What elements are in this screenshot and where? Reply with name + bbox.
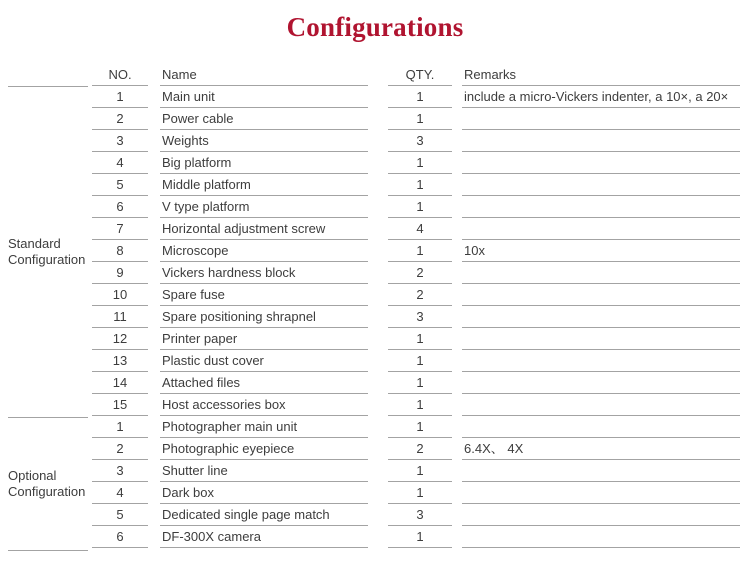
row-name-cell: Horizontal adjustment screw	[160, 218, 368, 240]
table-row	[92, 240, 740, 262]
row-remarks-cell	[462, 350, 740, 372]
row-remarks-cell	[462, 262, 740, 284]
table-row	[92, 350, 740, 372]
row-qty-cell: 2	[388, 262, 452, 284]
row-no-cell: 4	[92, 482, 148, 504]
row-qty-cell: 3	[388, 130, 452, 152]
row-name-cell: Power cable	[160, 108, 368, 130]
table-row	[92, 416, 740, 438]
row-name-cell: Photographer main unit	[160, 416, 368, 438]
row-remarks-cell	[462, 152, 740, 174]
row-name-cell: Big platform	[160, 152, 368, 174]
section-block-optional	[8, 418, 88, 551]
page-title: Configurations	[286, 12, 464, 42]
row-remarks-cell	[462, 372, 740, 394]
table-row	[92, 526, 740, 548]
row-name-cell: Shutter line	[160, 460, 368, 482]
row-no-cell: 9	[92, 262, 148, 284]
row-qty-cell: 1	[388, 108, 452, 130]
header-remarks: Remarks	[462, 64, 740, 86]
row-remarks-cell	[462, 526, 740, 548]
row-no-cell: 15	[92, 394, 148, 416]
row-no-cell: 5	[92, 174, 148, 196]
row-qty-cell: 4	[388, 218, 452, 240]
row-no-cell: 1	[92, 416, 148, 438]
table-row	[92, 218, 740, 240]
table-row	[92, 108, 740, 130]
row-qty-cell: 3	[388, 504, 452, 526]
row-no-cell: 13	[92, 350, 148, 372]
row-no-cell: 6	[92, 196, 148, 218]
row-remarks-cell: 10x	[462, 240, 740, 262]
row-qty-cell: 1	[388, 240, 452, 262]
row-qty-cell: 1	[388, 350, 452, 372]
row-no-cell: 5	[92, 504, 148, 526]
table-row	[92, 86, 740, 108]
table-row	[92, 328, 740, 350]
row-remarks-cell	[462, 108, 740, 130]
row-qty-cell: 2	[388, 438, 452, 460]
row-name-cell: Attached files	[160, 372, 368, 394]
row-qty-cell: 1	[388, 174, 452, 196]
row-remarks-cell	[462, 504, 740, 526]
row-name-cell: DF-300X camera	[160, 526, 368, 548]
header-qty: QTY.	[388, 64, 452, 86]
table-row	[92, 460, 740, 482]
row-remarks-cell	[462, 394, 740, 416]
header-name: Name	[160, 64, 368, 86]
table-rows	[92, 86, 740, 548]
row-qty-cell: 1	[388, 482, 452, 504]
header-no: NO.	[92, 64, 148, 86]
row-remarks-cell	[462, 196, 740, 218]
row-no-cell: 6	[92, 526, 148, 548]
row-name-cell: Microscope	[160, 240, 368, 262]
table-row	[92, 306, 740, 328]
row-remarks-cell: include a micro-Vickers indenter, a 10×, a 20×	[462, 86, 740, 108]
table-row	[92, 394, 740, 416]
row-no-cell: 8	[92, 240, 148, 262]
document-page	[0, 12, 750, 588]
row-qty-cell: 1	[388, 196, 452, 218]
section-column-header-spacer	[8, 64, 88, 87]
row-name-cell: Spare fuse	[160, 284, 368, 306]
row-name-cell: Spare positioning shrapnel	[160, 306, 368, 328]
row-name-cell: Main unit	[160, 86, 368, 108]
row-name-cell: Plastic dust cover	[160, 350, 368, 372]
section-block-standard	[8, 87, 88, 418]
row-remarks-cell	[462, 284, 740, 306]
row-remarks-cell	[462, 328, 740, 350]
table-body	[92, 64, 740, 551]
table-row	[92, 174, 740, 196]
table-row	[92, 262, 740, 284]
row-qty-cell: 1	[388, 460, 452, 482]
row-name-cell: Dark box	[160, 482, 368, 504]
row-remarks-cell	[462, 416, 740, 438]
row-name-cell: Host accessories box	[160, 394, 368, 416]
row-qty-cell: 1	[388, 526, 452, 548]
row-name-cell: Middle platform	[160, 174, 368, 196]
row-name-cell: Weights	[160, 130, 368, 152]
row-remarks-cell	[462, 306, 740, 328]
table-row	[92, 284, 740, 306]
row-qty-cell: 1	[388, 328, 452, 350]
row-no-cell: 11	[92, 306, 148, 328]
row-remarks-cell	[462, 130, 740, 152]
row-remarks-cell	[462, 174, 740, 196]
table-row	[92, 130, 740, 152]
row-remarks-cell: 6.4X、 4X	[462, 438, 740, 460]
row-qty-cell: 1	[388, 394, 452, 416]
row-qty-cell: 3	[388, 306, 452, 328]
row-qty-cell: 1	[388, 372, 452, 394]
row-name-cell: V type platform	[160, 196, 368, 218]
row-no-cell: 4	[92, 152, 148, 174]
row-name-cell: Vickers hardness block	[160, 262, 368, 284]
row-remarks-cell	[462, 218, 740, 240]
row-no-cell: 1	[92, 86, 148, 108]
row-remarks-cell	[462, 482, 740, 504]
row-qty-cell: 1	[388, 86, 452, 108]
row-qty-cell: 2	[388, 284, 452, 306]
row-qty-cell: 1	[388, 416, 452, 438]
table-row	[92, 152, 740, 174]
row-no-cell: 10	[92, 284, 148, 306]
row-name-cell: Dedicated single page match	[160, 504, 368, 526]
row-no-cell: 2	[92, 108, 148, 130]
row-no-cell: 7	[92, 218, 148, 240]
table-header-row	[92, 64, 740, 86]
row-no-cell: 3	[92, 130, 148, 152]
row-qty-cell: 1	[388, 152, 452, 174]
table-row	[92, 438, 740, 460]
row-no-cell: 3	[92, 460, 148, 482]
row-no-cell: 2	[92, 438, 148, 460]
table-row	[92, 482, 740, 504]
row-remarks-cell	[462, 460, 740, 482]
section-label-optional: Optional Configuration	[8, 468, 86, 499]
row-no-cell: 14	[92, 372, 148, 394]
section-label-standard: Standard Configuration	[8, 236, 86, 267]
table-row	[92, 504, 740, 526]
configurations-table	[0, 64, 748, 551]
section-label-column	[8, 64, 88, 551]
row-name-cell: Printer paper	[160, 328, 368, 350]
table-row	[92, 372, 740, 394]
row-no-cell: 12	[92, 328, 148, 350]
table-row	[92, 196, 740, 218]
row-name-cell: Photographic eyepiece	[160, 438, 368, 460]
